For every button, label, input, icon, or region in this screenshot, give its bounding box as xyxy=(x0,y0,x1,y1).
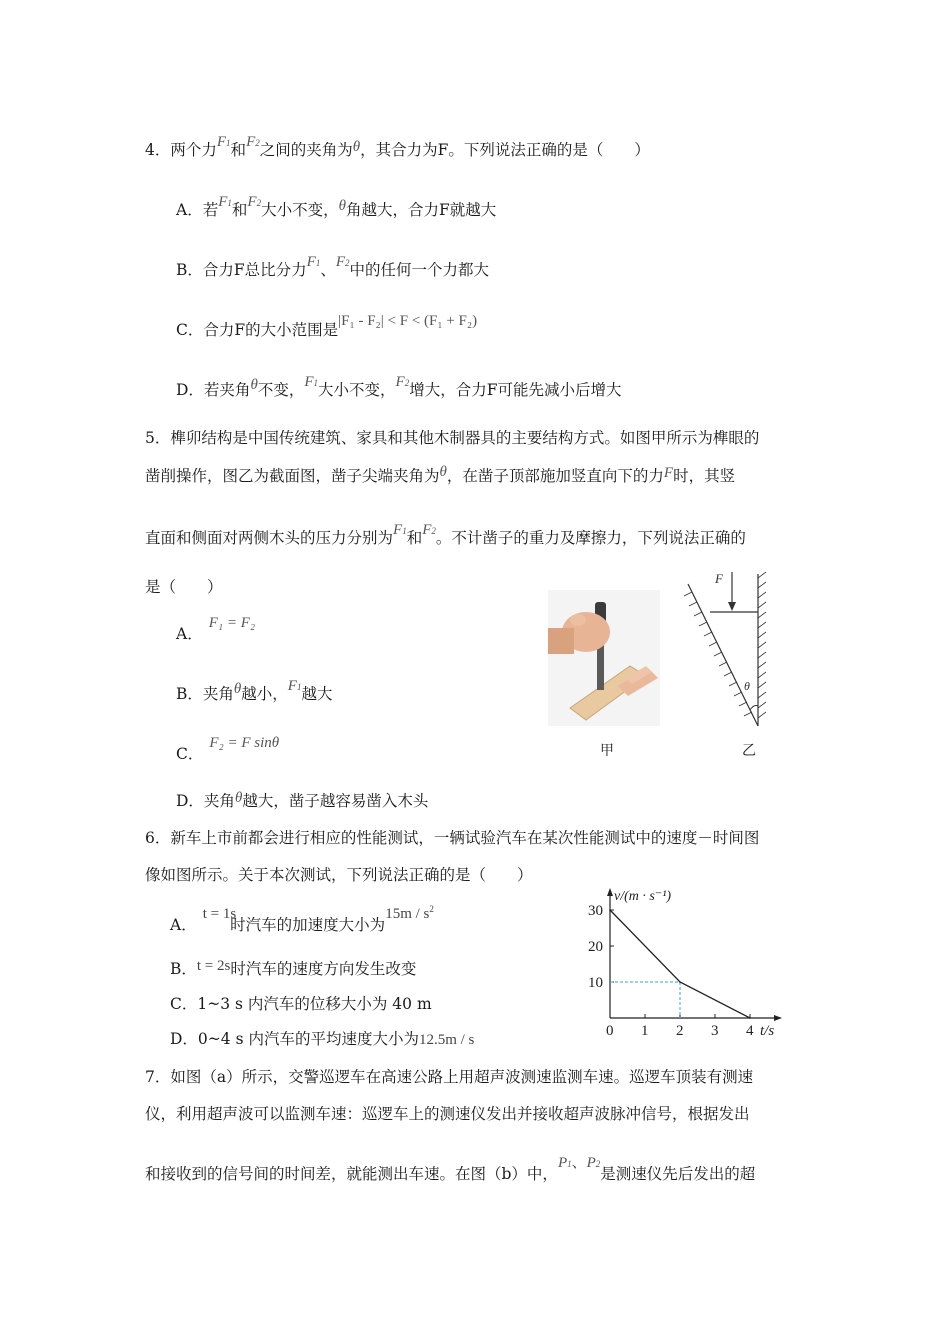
data-point xyxy=(609,909,611,911)
q4-option-d: D．若夹角θ不变，F1大小不变，F2增大，合力F可能先减小后增大 xyxy=(176,374,622,399)
q6-option-b: B．t = 2s时汽车的速度方向发生改变 xyxy=(170,958,417,978)
y-tick-label: 20 xyxy=(588,939,603,955)
data-point xyxy=(679,981,681,983)
y-tick-label: 30 xyxy=(588,903,603,919)
range-formula: |F₁ - F₂| < F < (F₁ + F₂) xyxy=(338,313,478,329)
q4-stem: 4．两个力F1和F2之间的夹角为θ，其合力为F。下列说法正确的是（ ） xyxy=(145,134,650,159)
q4-option-c: C．合力F的大小范围是|F₁ - F₂| < F < (F₁ + F₂) xyxy=(176,313,478,339)
q4-option-b: B．合力F总比分力F1、F2中的任何一个力都大 xyxy=(176,254,490,279)
q6-line2: 像如图所示。关于本次测试，下列说法正确的是（ ） xyxy=(145,866,533,884)
velocity-series-line xyxy=(610,910,750,1018)
f1-symbol: F1 xyxy=(216,134,231,150)
x-tick-label: 1 xyxy=(641,1023,649,1039)
figure-caption-jia: 甲 xyxy=(600,743,614,759)
angle-label: θ xyxy=(744,679,750,693)
q5-line4: 是（ ） xyxy=(145,578,223,596)
x-tick-label: 0 xyxy=(606,1023,614,1039)
q6-line1: 6．新车上市前都会进行相应的性能测试，一辆试验汽车在某次性能测试中的速度－时间图 xyxy=(145,829,760,847)
f2-symbol: F2 xyxy=(246,134,260,150)
q5-option-b: B．夹角θ越小，F1越大 xyxy=(176,678,333,703)
x-tick-label: 3 xyxy=(711,1023,719,1039)
x-tick-label: 4 xyxy=(746,1023,754,1039)
q5-line3: 直面和侧面对两侧木头的压力分别为F1和F2。不计凿子的重力及摩擦力，下列说法正确的 xyxy=(145,522,746,547)
chisel-photo xyxy=(548,590,660,726)
figure-caption-yi: 乙 xyxy=(742,743,756,759)
q6-option-d: D．0~4 s 内汽车的平均速度大小为12.5m / s xyxy=(170,1030,475,1048)
q6-option-a: A．t = 1s时汽车的加速度大小为$15m / s^2$ xyxy=(170,904,434,934)
q5-option-c: C．F₂ = F sinθ xyxy=(176,735,280,763)
theta-symbol: θ xyxy=(352,139,361,155)
wall-hatching xyxy=(758,572,766,718)
q7-line3: 和接收到的信号间的时间差，就能测出车速。在图（b）中，P1、P2是测速仪先后发出的超 xyxy=(145,1155,756,1183)
x-axis-arrow xyxy=(774,1015,782,1021)
chisel-cross-section-diagram xyxy=(680,568,775,730)
q6-option-c: C．1~3 s 内汽车的位移大小为 40 m xyxy=(170,995,432,1013)
x-axis-label: t/s xyxy=(760,1023,775,1039)
velocity-time-chart xyxy=(585,880,785,1040)
x-tick-label: 2 xyxy=(676,1023,684,1039)
y-axis-label: v/(m · s⁻¹) xyxy=(614,889,672,904)
force-label: F xyxy=(715,571,723,586)
y-tick-label: 10 xyxy=(588,975,603,991)
q5-option-a: A．F₁ = F₂ xyxy=(176,615,256,643)
q7-line2: 仪，利用超声波可以监测车速：巡逻车上的测速仪发出并接收超声波脉冲信号，根据发出 xyxy=(145,1105,750,1123)
y-axis-arrow xyxy=(607,888,613,896)
q7-line1: 7．如图（a）所示，交警巡逻车在高速公路上用超声波测速监测车速。巡逻车顶装有测速 xyxy=(145,1068,754,1086)
q4-option-a: A．若F1和F2大小不变，θ角越大，合力F就越大 xyxy=(176,194,497,219)
data-point xyxy=(749,1017,751,1019)
q5-line1: 5．榫卯结构是中国传统建筑、家具和其他木制器具的主要结构方式。如图甲所示为榫眼的 xyxy=(145,429,760,447)
q5-option-d: D．夹角θ越大，凿子越容易凿入木头 xyxy=(176,790,429,810)
q5-line2: 凿削操作，图乙为截面图，凿子尖端夹角为θ，在凿子顶部施加竖直向下的力F时，其竖 xyxy=(145,464,736,485)
slant-hatching xyxy=(684,592,752,716)
